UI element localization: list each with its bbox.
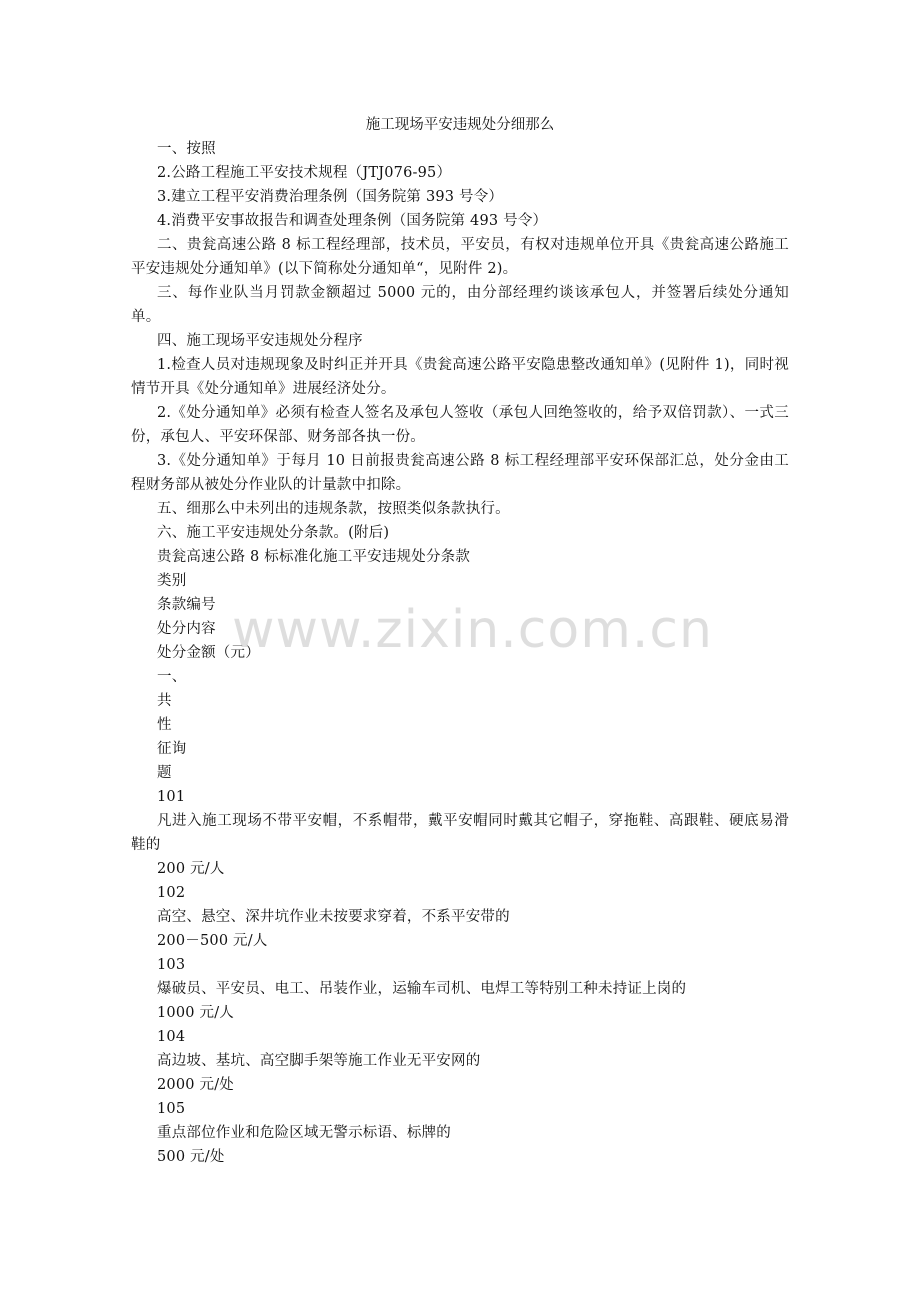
paragraph: 处分金额（元） [157, 645, 260, 661]
paragraph: 1.检查人员对违规现象及时纠正并开具《贵瓮高速公路平安隐患整改通知单》(见附件 1)，同时视情节开具《处分通知单》进展经济处分。 [131, 357, 789, 397]
paragraph: 二、贵瓮高速公路 8 标工程经理部，技术员，平安员，有权对违规单位开具《贵瓮高速公路施工平安违规处分通知单》(以下简称处分通知单“，见附件 2)。 [131, 237, 789, 277]
watermark: www.zixin.com.cn [232, 600, 713, 660]
paragraph: 101 [157, 789, 186, 805]
paragraph: 2.《处分通知单》必须有检查人签名及承包人签收（承包人回绝签收的，给予双倍罚款）、一式三份，承包人、平安环保部、财务部各执一份。 [131, 405, 789, 445]
paragraph: 2.公路工程施工平安技术规程（JTJ076-95） [157, 165, 452, 181]
paragraph: 处分内容 [157, 621, 216, 637]
paragraph: 一、 [157, 669, 187, 685]
paragraph: 3.《处分通知单》于每月 10 日前报贵瓮高速公路 8 标工程经理部平安环保部汇总，处分金由工程财务部从被处分作业队的计量款中扣除。 [131, 453, 789, 493]
paragraph: 105 [157, 1101, 186, 1117]
paragraph: 三、每作业队当月罚款金额超过 5000 元的，由分部经理约谈该承包人，并签署后续处分通知单。 [131, 285, 789, 325]
paragraph: 1000 元/人 [157, 1005, 234, 1021]
paragraph: 高空、悬空、深井坑作业未按要求穿着，不系平安带的 [157, 909, 510, 925]
paragraph: 类别 [157, 573, 187, 589]
paragraph: 104 [157, 1029, 186, 1045]
paragraph: 高边坡、基坑、高空脚手架等施工作业无平安网的 [157, 1053, 481, 1069]
paragraph: 爆破员、平安员、电工、吊装作业，运输车司机、电焊工等特别工种未持证上岗的 [157, 981, 687, 997]
paragraph: 共 [157, 693, 172, 709]
paragraph: 五、细那么中未列出的违规条款，按照类似条款执行。 [157, 501, 510, 517]
document-title: 施工现场平安违规处分细那么 [365, 117, 555, 133]
paragraph: 凡进入施工现场不带平安帽，不系帽带，戴平安帽同时戴其它帽子，穿拖鞋、高跟鞋、硬底易滑鞋的 [131, 813, 789, 853]
document-body [131, 113, 789, 1169]
paragraph: 性 [157, 717, 172, 733]
paragraph-list [131, 137, 789, 1169]
paragraph: 四、施工现场平安违规处分程序 [157, 333, 363, 349]
paragraph: 3.建立工程平安消费治理条例（国务院第 393 号令） [157, 189, 504, 205]
paragraph: 题 [157, 765, 172, 781]
paragraph: 103 [157, 957, 186, 973]
paragraph: 贵瓮高速公路 8 标标准化施工平安违规处分条款 [157, 549, 471, 565]
paragraph: 500 元/处 [157, 1149, 225, 1165]
paragraph: 200－500 元/人 [157, 933, 268, 949]
paragraph: 条款编号 [157, 597, 216, 613]
paragraph: 200 元/人 [157, 861, 225, 877]
paragraph: 征询 [157, 741, 187, 757]
paragraph: 重点部位作业和危险区域无警示标语、标牌的 [157, 1125, 451, 1141]
paragraph: 一、按照 [157, 141, 216, 157]
paragraph: 2000 元/处 [157, 1077, 234, 1093]
paragraph: 六、施工平安违规处分条款。(附后) [157, 525, 390, 541]
paragraph: 102 [157, 885, 186, 901]
paragraph: 4.消费平安事故报告和调查处理条例（国务院第 493 号令） [157, 213, 548, 229]
